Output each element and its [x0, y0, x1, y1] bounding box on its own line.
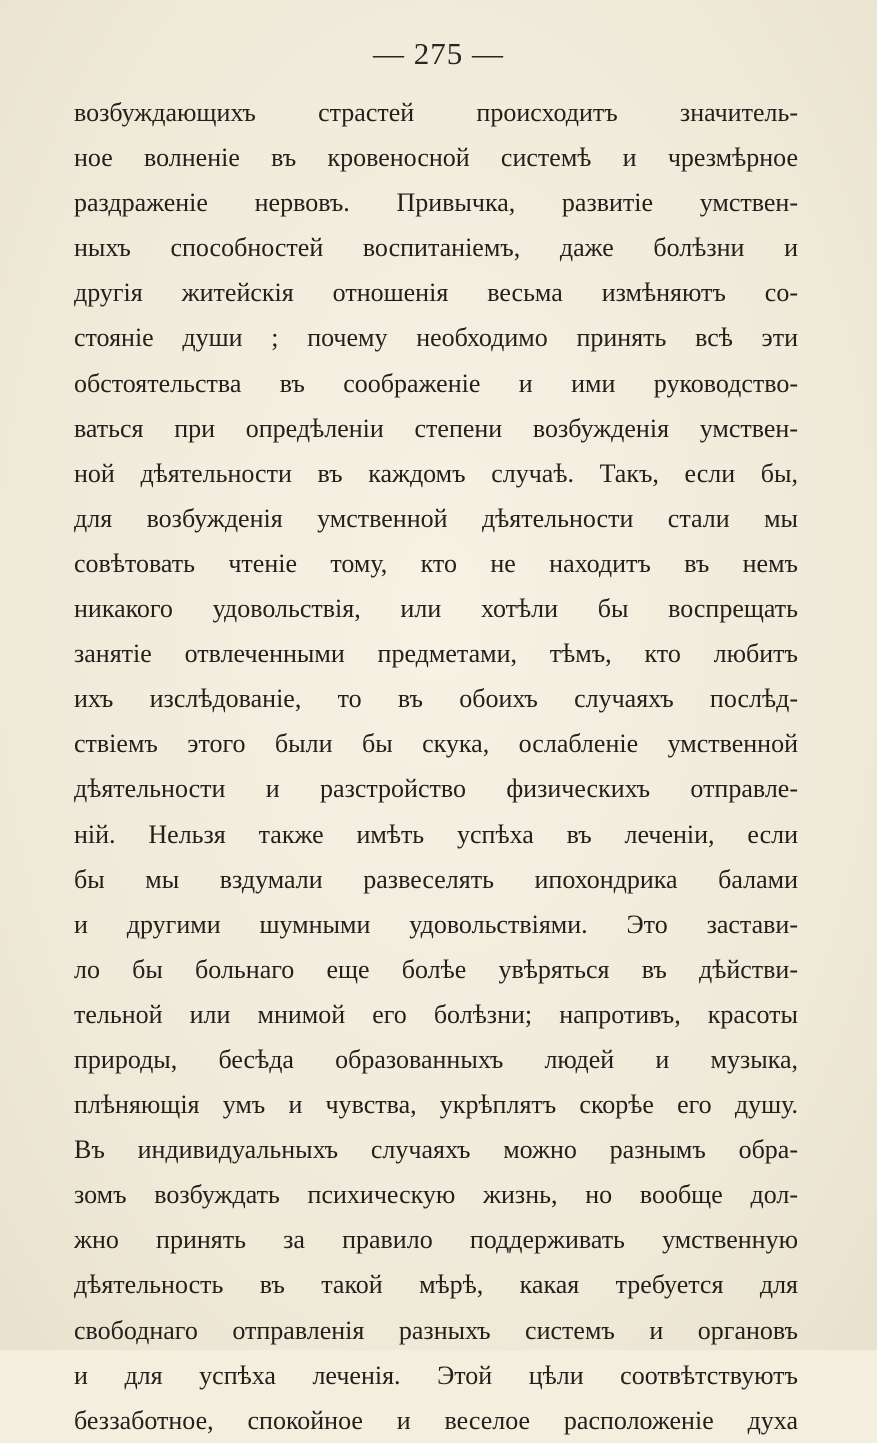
page-number: — 275 — [373, 36, 504, 71]
text-line: ствіемъ этого были бы скука, ослабленіе умственной [74, 729, 798, 759]
text-line: плѣняющія умъ и чувства, укрѣплятъ скорѣе его душу. [74, 1090, 798, 1120]
text-line: жно принять за правило поддерживать умственную [74, 1225, 798, 1255]
text-line: ныхъ способностей воспитаніемъ, даже болѣзни и [74, 233, 798, 263]
text-line: тельной или мнимой его болѣзни; напротивъ, красоты [74, 999, 798, 1029]
text-line: возбуждающихъ страстей происходитъ значитель- [74, 98, 798, 127]
text-line: и для успѣха леченія. Этой цѣли соотвѣтствуютъ [74, 1360, 798, 1390]
text-line: дѣятельность въ такой мѣрѣ, какая требуется для [74, 1270, 798, 1300]
text-line: ній. Нельзя также имѣть успѣха въ леченіи, если [74, 819, 798, 849]
text-line: Въ индивидуальныхъ случаяхъ можно разнымъ обра- [74, 1135, 798, 1165]
text-line: ло бы больнаго еще болѣе увѣряться въ дѣйстви- [74, 954, 798, 984]
text-line: другія житейскія отношенія весьма измѣняютъ со- [74, 278, 798, 308]
text-line: ваться при опредѣленіи степени возбужденія умствен- [74, 413, 798, 443]
text-line: совѣтовать чтеніе тому, кто не находитъ въ немъ [74, 548, 798, 578]
text-line: раздраженіе нервовъ. Привычка, развитіе умствен- [74, 188, 798, 218]
text-line: ное волненіе въ кровеносной системѣ и чрезмѣрное [74, 143, 798, 173]
text-line: для возбужденія умственной дѣятельности стали мы [74, 503, 798, 533]
text-line: и другими шумными удовольствіями. Это застави- [74, 909, 798, 939]
text-line: беззаботное, спокойное и веселое расположеніе духа [74, 1405, 798, 1435]
text-line: дѣятельности и разстройство физическихъ отправле- [74, 774, 798, 804]
text-line: ихъ изслѣдованіе, то въ обоихъ случаяхъ послѣд- [74, 684, 798, 714]
text-line: ной дѣятельности въ каждомъ случаѣ. Такъ, если бы, [74, 458, 798, 488]
text-line: бы мы вздумали развеселять ипохондрика балами [74, 864, 798, 894]
text-line: свободнаго отправленія разныхъ системъ и органовъ [74, 1315, 798, 1345]
text-line: обстоятельства въ соображеніе и ими руководство- [74, 368, 798, 398]
page-body-text [74, 90, 798, 1443]
text-line: занятіе отвлеченными предметами, тѣмъ, кто любитъ [74, 639, 798, 669]
text-line: никакого удовольствія, или хотѣли бы воспрещать [74, 594, 798, 624]
text-line: зомъ возбуждать психическую жизнь, но вообще дол- [74, 1180, 798, 1210]
text-line: стояніе души ; почему необходимо принять всѣ эти [74, 323, 798, 353]
text-line: природы, бесѣда образованныхъ людей и музыка, [74, 1044, 798, 1074]
